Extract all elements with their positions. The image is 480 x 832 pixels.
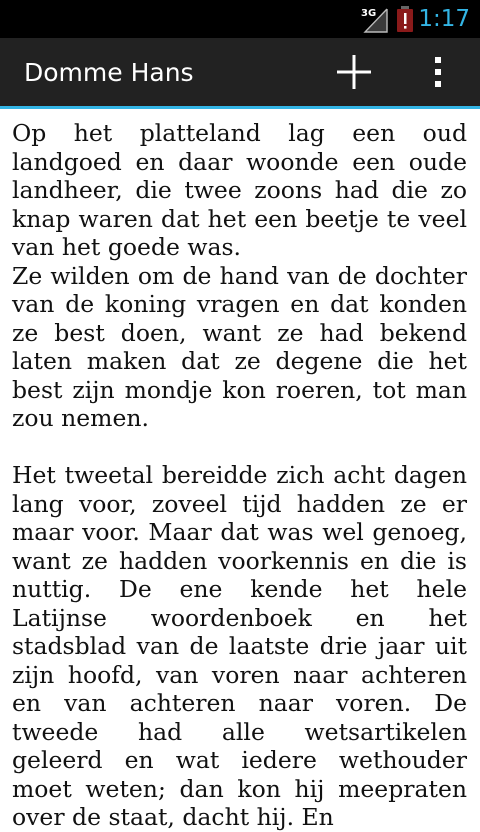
overflow-menu-button[interactable] (418, 44, 458, 100)
paragraph-spacer (12, 433, 467, 462)
app-title: Domme Hans (24, 58, 194, 87)
status-time: 1:17 (418, 6, 470, 32)
action-bar (0, 38, 480, 106)
svg-text:3G: 3G (361, 8, 377, 19)
status-bar (0, 0, 480, 38)
overflow-menu-icon (433, 56, 443, 88)
add-button[interactable] (326, 44, 382, 100)
story-paragraph: Op het platteland lag een oud landgoed en daar woonde een oude landheer, die twee zoons had die zo knap waren dat het een beetje te veel van het goede was. (12, 119, 467, 261)
signal-3g-icon (360, 5, 388, 33)
story-paragraph: Het tweetal bereidde zich acht dagen lang voor, zoveel tijd hadden ze er maar voor. Maar dat was wel genoeg, want ze hadden voorkennis en die is nuttig. De ene kende het hele Latijnse woordenboek en het stadsblad van de laatste drie jaar uit zijn hoofd, van voren naar achteren en van achteren naar voren. De tweede had alle wetsartikelen geleerd en wat iedere wethouder moet weten; dan kon hij meepraten over de staat, dacht hij. En (12, 461, 467, 831)
battery-alert-icon (396, 5, 414, 33)
story-paragraph: Ze wilden om de hand van de dochter van de koning vragen en dat konden ze best doen, want ze had bekend laten maken dat ze degene die het best zijn mondje kon roeren, tot man zou nemen. (12, 261, 467, 432)
story-text (12, 119, 467, 832)
story-scroll-view[interactable] (0, 109, 480, 831)
add-icon (336, 54, 372, 90)
